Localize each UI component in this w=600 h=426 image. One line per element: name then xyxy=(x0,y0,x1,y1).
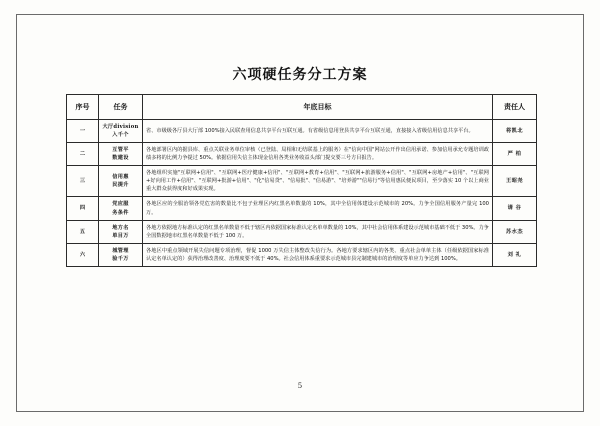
column-header-no: 序号 xyxy=(67,95,99,120)
page-title: 六项硬任务分工方案 xyxy=(232,67,368,83)
row-person: 刘 礼 xyxy=(493,243,537,266)
row-no: 六 xyxy=(67,243,99,266)
row-person: 严 柏 xyxy=(493,143,537,166)
row-person: 将凯北 xyxy=(493,120,537,143)
table-row xyxy=(67,197,537,220)
row-no: 四 xyxy=(67,197,99,220)
row-goal: 各地区应的全服治领各党危害的数量比不包子业理区内红黑名单数量的 10%，其中全信用体建设示范城市的 20%。力争全国信用服务产量完 100 万。 xyxy=(143,197,493,220)
row-no: 二 xyxy=(67,143,99,166)
row-task: 地方名 单目万 xyxy=(99,220,143,243)
table-row xyxy=(67,243,537,266)
table-row xyxy=(67,166,537,197)
row-goal: 省、市级级各厅县大厅部 100%接入民联查用信息共享平台互联互通。有省级信息用登县共享平台互联互通，直接接入省级信用信息共享平台。 xyxy=(143,120,493,143)
row-task: 城管理 验千万 xyxy=(99,243,143,266)
row-goal: 各地组织实施"互联网+信用"、"互联网+医疗健康+信用"、"互联网+教育+信用"、"互联网+旅游服务+信用"、"互联网+房地产+信用"、"互联网+好向用工作+信用"、"互联网+批游+信用"、"化"信易贷"、"信易批"、"信易游"、"培养游""信易行"等信用惠民便民项目，至少落实 10 个以上商业重大群众获得度和好成果实现。 xyxy=(143,166,493,197)
row-goal: 各地方依据地方标准认定的红黑名单数量不低于辖区内依据国家标准认定名单单数量的 10%，其中社会信用体系建设示范城市基础不低于 30%。力争全国数据地市红黑名单数量不低于 100 万。 xyxy=(143,220,493,243)
row-no: 三 xyxy=(67,166,99,197)
row-task: 党应服 务条件 xyxy=(99,197,143,220)
row-no: 一 xyxy=(67,120,99,143)
column-header-goal: 年底目标 xyxy=(143,95,493,120)
row-goal: 各地部署区内的据县库、重点关联业务单位审核（已登陆、局相和无结联基上的服务）在"信向中国"网站公开作出信用承诺、参加信用承允专题培训政绩多将的比例力争提过 50%。依据信用失信主体现金信用各类业务收益头部门提交要三号方目报告。 xyxy=(143,143,493,166)
table-row xyxy=(67,120,537,143)
row-task: 信用惠 民提升 xyxy=(99,166,143,197)
row-task: 大厅division 入千个 xyxy=(99,120,143,143)
row-task: 互管平 数建设 xyxy=(99,143,143,166)
row-person: 苏水杰 xyxy=(493,220,537,243)
table-row xyxy=(67,220,537,243)
row-person: 王昭尧 xyxy=(493,166,537,197)
table-header-row xyxy=(67,95,537,120)
table-row xyxy=(67,143,537,166)
column-header-person: 责任人 xyxy=(493,95,537,120)
row-goal: 各地区中重点领域开展失信问题专项治理，督促 1000 万失信主体整改失信行为。各地方要求辖区内的各类、重点社会单单主体（任级依据国家标准认定名单认定的）获得治理改善度、治理度要不低于 40%。社会信用体系重要求示范城市县完制建城市的治理度等单应力争达到 100%。 xyxy=(143,243,493,266)
page-number: 5 xyxy=(297,382,303,390)
column-header-task: 任务 xyxy=(99,95,143,120)
row-no: 五 xyxy=(67,220,99,243)
row-person: 请 谷 xyxy=(493,197,537,220)
task-assignment-table xyxy=(66,94,537,267)
